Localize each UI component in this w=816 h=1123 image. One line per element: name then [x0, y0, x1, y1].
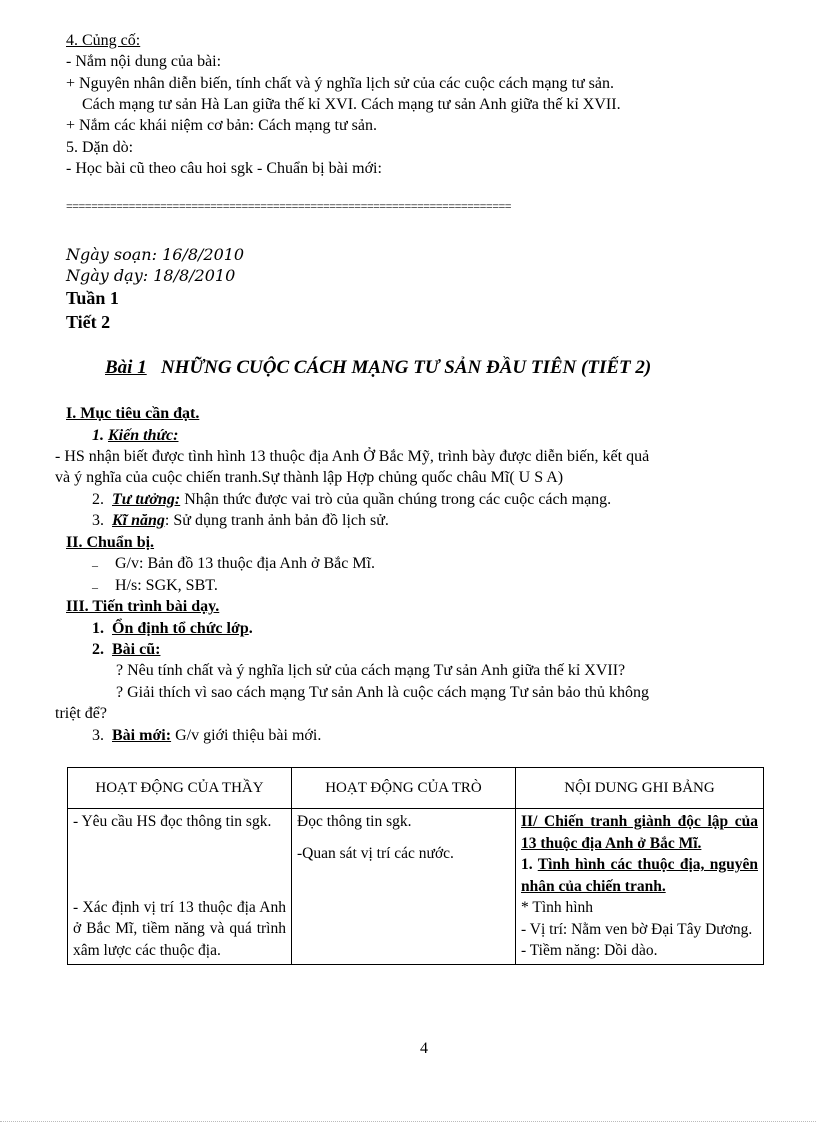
thought-text: Nhận thức được vai trò của quần chúng trong các cuộc cách mạng. — [180, 491, 612, 508]
table-header-teacher: HOẠT ĐỘNG CỦA THẦY — [68, 768, 292, 809]
lesson-title — [105, 358, 651, 378]
review-line: - Nắm nội dung của bài: — [66, 53, 222, 70]
table-header-row — [68, 768, 764, 809]
step-old-lesson — [92, 640, 160, 660]
bullet-icon: – — [92, 558, 98, 572]
procedure-heading: III. Tiến trình bài dạy. — [66, 598, 220, 615]
date-taught: Ngày dạy: 18/8/2010 — [66, 266, 236, 285]
knowledge-number: 1. — [92, 427, 104, 444]
lesson-activity-table — [67, 767, 764, 965]
step-text: G/v giới thiệu bài mới. — [171, 727, 322, 744]
review-question: ? Giải thích vì sao cách mạng Tư sản Anh là cuộc cách mạng Tư sản bảo thủ không — [116, 684, 650, 701]
knowledge-text: và ý nghĩa của cuộc chiến tranh.Sự thành lập Hợp chủng quốc châu Mĩ( U S A) — [55, 469, 564, 486]
content-line: * Tình hình — [521, 899, 594, 916]
step-organize: 1. Ổn định tổ chức lớp. — [92, 620, 253, 637]
skill-title: Kĩ năng — [112, 512, 165, 529]
teacher-activity-cell — [68, 809, 292, 965]
homework-heading: 5. Dặn dò: — [66, 139, 134, 156]
knowledge-heading — [92, 426, 178, 446]
teacher-activity: - Yêu cầu HS đọc thông tin sgk. — [73, 813, 272, 830]
step-number: 2. — [92, 641, 104, 658]
content-sub-number: 1. — [521, 856, 533, 873]
bullet-icon: – — [92, 580, 98, 594]
board-content-cell — [516, 809, 764, 965]
separator-line: ======================================================================= — [66, 199, 511, 213]
week-label: Tuần 1 — [66, 288, 119, 308]
review-line: + Nguyên nhân diễn biến, tính chất và ý nghĩa lịch sử của các cuộc cách mạng tư sản. — [66, 75, 614, 92]
step-new-lesson — [92, 726, 321, 746]
date-prepared: Ngày soạn: 16/8/2010 — [66, 245, 245, 264]
step-number: 3. — [92, 727, 104, 744]
review-heading: 4. Củng cố: — [66, 32, 141, 49]
content-line: - Tiềm năng: Dồi dào. — [521, 942, 658, 959]
preparation-teacher: G/v: Bản đồ 13 thuộc địa Anh ở Bắc Mĩ. — [115, 555, 375, 572]
preparation-heading: II. Chuẩn bị. — [66, 534, 155, 551]
step-title: Bài cũ: — [112, 641, 161, 658]
content-sub-title: Tình hình các thuộc địa, nguyên nhân của chiến tranh. — [521, 856, 758, 895]
review-question: ? Nêu tính chất và ý nghĩa lịch sử của cách mạng Tư sản Anh giữa thế kỉ XVII? — [116, 662, 626, 679]
lesson-number: Bài 1 — [105, 357, 147, 378]
homework-line: - Học bài cũ theo câu hoi sgk - Chuẩn bị bài mới: — [66, 160, 382, 177]
page-bottom-divider — [0, 1121, 816, 1122]
step-number: 1. — [92, 620, 104, 637]
teacher-activity: - Xác định vị trí 13 thuộc địa Anh ở Bắc Mĩ, tiềm năng và quá trình xâm lược các thuộc địa. — [73, 898, 286, 959]
knowledge-title: Kiến thức: — [108, 427, 179, 444]
review-line: Cách mạng tư sản Hà Lan giữa thế kỉ XVI. Cách mạng tư sản Anh giữa thế kỉ XVII. — [82, 96, 621, 113]
content-subheading — [521, 854, 758, 897]
student-activity-cell — [292, 809, 516, 965]
table-header-student: HOẠT ĐỘNG CỦA TRÒ — [292, 768, 516, 809]
table-header-content: NỘI DUNG GHI BẢNG — [516, 768, 764, 809]
content-line: - Vị trí: Nằm ven bờ Đại Tây Dương. — [521, 920, 753, 938]
table-row — [68, 809, 764, 965]
skill-item — [92, 511, 389, 531]
step-title: Bài mới: — [112, 727, 172, 744]
lesson-name: NHỮNG CUỘC CÁCH MẠNG TƯ SẢN ĐẦU TIÊN (TIẾT 2) — [160, 357, 652, 378]
thought-title: Tư tưởng: — [112, 491, 181, 508]
preparation-student: H/s: SGK, SBT. — [115, 577, 218, 594]
student-activity: -Quan sát vị trí các nước. — [297, 844, 454, 862]
page-number: 4 — [420, 1040, 428, 1057]
skill-number: 3. — [92, 512, 104, 529]
thought-item — [92, 490, 611, 510]
review-question: triệt để? — [55, 705, 107, 722]
objectives-heading: I. Mục tiêu cần đạt. — [66, 405, 200, 422]
student-activity: Đọc thông tin sgk. — [297, 813, 412, 830]
thought-number: 2. — [92, 491, 104, 508]
period-label: Tiết 2 — [66, 312, 111, 332]
content-heading: II/ Chiến tranh giành độc lập của 13 thuộc địa Anh ở Bắc Mĩ. — [521, 813, 758, 852]
skill-text: : Sử dụng tranh ảnh bản đồ lịch sử. — [164, 512, 389, 529]
review-line: + Nắm các khái niệm cơ bản: Cách mạng tư sản. — [66, 117, 377, 134]
step-title: Ổn định tổ chức lớp — [112, 620, 249, 637]
knowledge-text: - HS nhận biết được tình hình 13 thuộc địa Anh Ở Bắc Mỹ, trình bày được diễn biến, kết quả — [55, 448, 650, 465]
